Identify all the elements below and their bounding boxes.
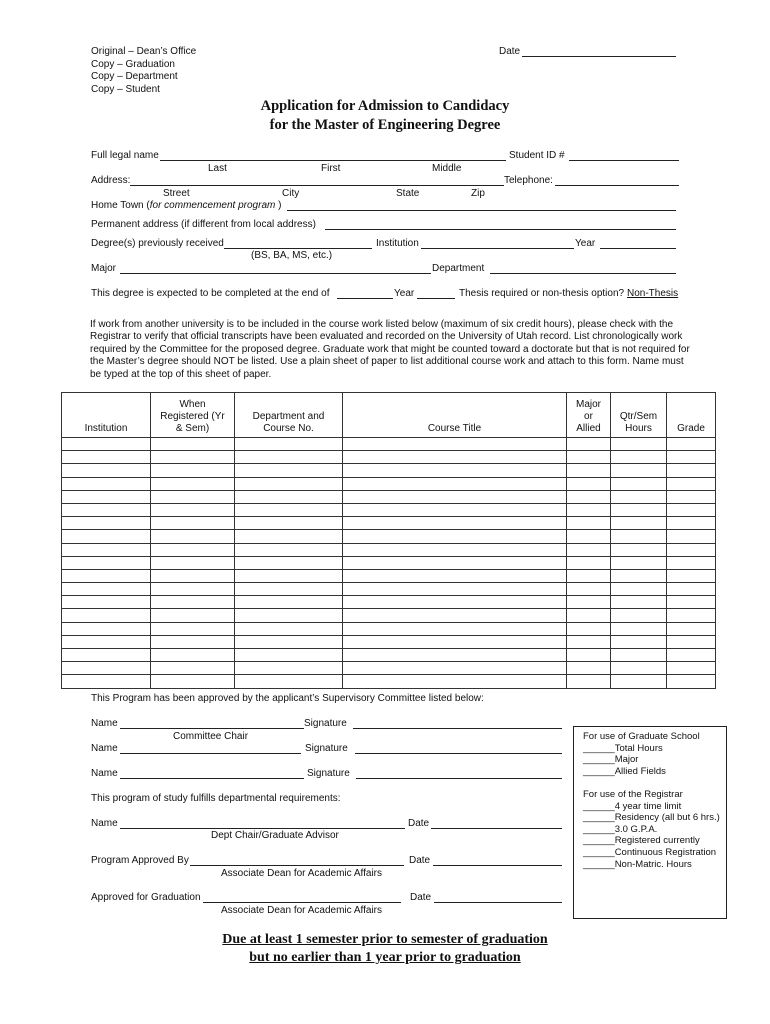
- full-legal-name-field[interactable]: [160, 160, 506, 161]
- registrar-section: [583, 789, 723, 870]
- table-cell[interactable]: [667, 438, 716, 451]
- table-cell[interactable]: [151, 530, 235, 543]
- committee-name-label-1: Name: [91, 718, 118, 729]
- table-cell[interactable]: [62, 596, 151, 609]
- table-row: [62, 477, 716, 490]
- committee-name-field-1[interactable]: [120, 728, 304, 729]
- table-cell[interactable]: [62, 477, 151, 490]
- telephone-label: Telephone:: [504, 175, 553, 186]
- graduate-school-title: For use of Graduate School: [583, 731, 700, 742]
- table-cell[interactable]: [611, 530, 667, 543]
- table-cell[interactable]: [343, 530, 567, 543]
- institution-label: Institution: [376, 238, 419, 249]
- header-grade: Grade: [667, 393, 716, 438]
- time-limit-item[interactable]: ______4 year time limit: [583, 800, 682, 812]
- registrar-title: For use of the Registrar: [583, 789, 683, 800]
- copy-original: Original – Dean’s Office: [91, 46, 197, 57]
- expected-year-field[interactable]: [417, 298, 455, 299]
- table-cell[interactable]: [343, 503, 567, 516]
- table-cell[interactable]: [235, 438, 343, 451]
- table-cell[interactable]: [667, 530, 716, 543]
- table-cell[interactable]: [235, 477, 343, 490]
- table-cell[interactable]: [611, 596, 667, 609]
- table-cell[interactable]: [567, 438, 611, 451]
- program-approved-date-label: Date: [409, 855, 431, 866]
- table-cell[interactable]: [343, 583, 567, 596]
- dept-chair-caption: Dept Chair/Graduate Advisor: [211, 830, 339, 841]
- expected-year-label: Year: [394, 288, 415, 299]
- table-row: [62, 662, 716, 675]
- table-cell[interactable]: [343, 596, 567, 609]
- table-cell[interactable]: [567, 569, 611, 582]
- committee-signature-field-1[interactable]: [353, 728, 562, 729]
- table-row: [62, 675, 716, 688]
- approved-for-graduation-label: Approved for Graduation: [91, 892, 201, 903]
- table-cell[interactable]: [343, 451, 567, 464]
- table-cell[interactable]: [151, 662, 235, 675]
- copy-distribution-list: [91, 46, 196, 96]
- table-cell[interactable]: [235, 622, 343, 635]
- copy-student: Copy – Student: [91, 83, 160, 95]
- table-cell[interactable]: [151, 451, 235, 464]
- table-cell[interactable]: [62, 490, 151, 503]
- zip-caption: Zip: [471, 188, 485, 199]
- city-caption: City: [282, 188, 300, 199]
- table-cell[interactable]: [343, 490, 567, 503]
- committee-signature-label-2: Signature: [305, 743, 348, 754]
- dept-chair-name-field[interactable]: [120, 828, 405, 829]
- committee-signature-label-3: Signature: [307, 768, 350, 779]
- gpa-item[interactable]: ______3.0 G.P.A.: [583, 823, 658, 835]
- departmental-requirements-text: This program of study fulfills departmental requirements:: [91, 793, 341, 804]
- table-cell[interactable]: [151, 596, 235, 609]
- table-cell[interactable]: [667, 583, 716, 596]
- table-row: [62, 503, 716, 516]
- street-caption: Street: [163, 188, 190, 199]
- table-cell[interactable]: [151, 477, 235, 490]
- table-cell[interactable]: [235, 569, 343, 582]
- non-thesis-option[interactable]: Non-Thesis: [627, 288, 679, 299]
- table-cell[interactable]: [235, 530, 343, 543]
- copy-graduation: Copy – Graduation: [91, 58, 175, 70]
- program-approved-by-label: Program Approved By: [91, 855, 189, 866]
- deadline-note-line1: Due at least 1 semester prior to semester of graduation: [222, 932, 548, 947]
- table-cell[interactable]: [343, 543, 567, 556]
- table-cell[interactable]: [151, 517, 235, 530]
- table-cell[interactable]: [235, 675, 343, 688]
- residency-item[interactable]: ______Residency (all but 6 hrs.): [583, 812, 720, 824]
- table-cell[interactable]: [567, 596, 611, 609]
- major-label: Major: [91, 263, 117, 274]
- table-cell[interactable]: [235, 543, 343, 556]
- degree-examples-caption: (BS, BA, MS, etc.): [251, 250, 333, 261]
- table-cell[interactable]: [567, 622, 611, 635]
- table-cell[interactable]: [343, 477, 567, 490]
- total-hours-item[interactable]: ______Total Hours: [583, 742, 663, 754]
- non-matric-hours-item[interactable]: ______Non-Matric. Hours: [583, 858, 692, 870]
- table-cell[interactable]: [567, 675, 611, 688]
- table-cell[interactable]: [567, 503, 611, 516]
- graduation-date-label: Date: [410, 892, 432, 903]
- allied-fields-item[interactable]: ______Allied Fields: [583, 765, 666, 777]
- table-cell[interactable]: [611, 556, 667, 569]
- table-cell[interactable]: [62, 556, 151, 569]
- home-town-label: Home Town (for commencement program ): [91, 200, 282, 211]
- committee-signature-field-3[interactable]: [356, 778, 562, 779]
- table-cell[interactable]: [611, 503, 667, 516]
- table-cell[interactable]: [151, 438, 235, 451]
- table-cell[interactable]: [62, 649, 151, 662]
- table-cell[interactable]: [567, 451, 611, 464]
- table-cell[interactable]: [567, 635, 611, 648]
- registered-currently-item[interactable]: ______Registered currently: [583, 835, 700, 847]
- table-cell[interactable]: [235, 451, 343, 464]
- table-cell[interactable]: [343, 464, 567, 477]
- table-cell[interactable]: [151, 543, 235, 556]
- table-cell[interactable]: [343, 517, 567, 530]
- table-cell[interactable]: [343, 635, 567, 648]
- table-cell[interactable]: [151, 675, 235, 688]
- table-cell[interactable]: [62, 635, 151, 648]
- table-cell[interactable]: [567, 662, 611, 675]
- table-cell[interactable]: [343, 649, 567, 662]
- office-use-box: [573, 726, 727, 919]
- table-cell[interactable]: [667, 477, 716, 490]
- table-cell[interactable]: [343, 556, 567, 569]
- student-id-label: Student ID #: [509, 150, 565, 161]
- committee-name-field-2[interactable]: [120, 753, 301, 754]
- home-town-field[interactable]: [287, 210, 676, 211]
- table-row: [62, 438, 716, 451]
- table-cell[interactable]: [667, 649, 716, 662]
- form-title-line2: for the Master of Engineering Degree: [269, 117, 501, 133]
- year-field[interactable]: [600, 248, 676, 249]
- copy-department: Copy – Department: [91, 71, 178, 82]
- associate-dean-caption-2: Associate Dean for Academic Affairs: [221, 905, 383, 916]
- table-cell[interactable]: [567, 530, 611, 543]
- committee-name-label-2: Name: [91, 743, 118, 754]
- expected-term-field[interactable]: [337, 298, 393, 299]
- table-cell[interactable]: [567, 477, 611, 490]
- table-cell[interactable]: [151, 464, 235, 477]
- table-cell[interactable]: [667, 596, 716, 609]
- table-cell[interactable]: [235, 583, 343, 596]
- major-field[interactable]: [120, 273, 431, 274]
- table-row: [62, 517, 716, 530]
- table-cell[interactable]: [151, 649, 235, 662]
- table-cell[interactable]: [611, 517, 667, 530]
- middle-caption: Middle: [432, 163, 462, 174]
- continuous-registration-item[interactable]: ______Continuous Registration: [583, 846, 717, 858]
- form-title-line1: Application for Admission to Candidacy: [260, 98, 510, 114]
- table-cell[interactable]: [611, 477, 667, 490]
- header-institution: Institution: [62, 393, 151, 438]
- table-cell[interactable]: [611, 438, 667, 451]
- table-cell[interactable]: [235, 464, 343, 477]
- deadline-note-line2: but no earlier than 1 year prior to graduation: [249, 950, 521, 965]
- department-label: Department: [432, 263, 485, 274]
- table-cell[interactable]: [611, 675, 667, 688]
- table-cell[interactable]: [62, 451, 151, 464]
- table-cell[interactable]: [235, 556, 343, 569]
- table-cell[interactable]: [343, 622, 567, 635]
- table-cell[interactable]: [667, 517, 716, 530]
- table-cell[interactable]: [611, 649, 667, 662]
- table-cell[interactable]: [151, 609, 235, 622]
- table-row: [62, 543, 716, 556]
- table-cell[interactable]: [151, 556, 235, 569]
- table-cell[interactable]: [667, 503, 716, 516]
- header-when-registered: When Registered (Yr & Sem): [151, 393, 235, 438]
- table-cell[interactable]: [62, 543, 151, 556]
- address-label: Address:: [91, 175, 131, 186]
- expected-completion-label: This degree is expected to be completed at the end of: [91, 288, 330, 299]
- table-cell[interactable]: [235, 662, 343, 675]
- table-cell[interactable]: [667, 464, 716, 477]
- table-cell[interactable]: [62, 503, 151, 516]
- table-cell[interactable]: [62, 662, 151, 675]
- program-approved-by-field[interactable]: [190, 865, 404, 866]
- state-caption: State: [396, 188, 420, 199]
- graduate-school-section: [583, 731, 723, 777]
- department-field[interactable]: [490, 273, 676, 274]
- table-cell[interactable]: [151, 583, 235, 596]
- table-cell[interactable]: [667, 675, 716, 688]
- table-cell[interactable]: [235, 596, 343, 609]
- table-cell[interactable]: [343, 675, 567, 688]
- table-cell[interactable]: [62, 530, 151, 543]
- table-cell[interactable]: [667, 556, 716, 569]
- table-cell[interactable]: [343, 438, 567, 451]
- table-cell[interactable]: [611, 583, 667, 596]
- table-cell[interactable]: [151, 503, 235, 516]
- table-row: [62, 649, 716, 662]
- date-field[interactable]: [522, 56, 676, 57]
- table-cell[interactable]: [235, 503, 343, 516]
- table-cell[interactable]: [235, 609, 343, 622]
- table-cell[interactable]: [62, 569, 151, 582]
- date-label: Date: [499, 46, 521, 57]
- table-row: [62, 464, 716, 477]
- table-row: [62, 622, 716, 635]
- table-row: [62, 451, 716, 464]
- year-label: Year: [575, 238, 596, 249]
- table-cell[interactable]: [151, 490, 235, 503]
- committee-signature-field-2[interactable]: [355, 753, 562, 754]
- table-cell[interactable]: [62, 464, 151, 477]
- committee-chair-caption: Committee Chair: [173, 731, 249, 742]
- table-cell[interactable]: [567, 583, 611, 596]
- table-cell[interactable]: [343, 662, 567, 675]
- table-cell[interactable]: [62, 622, 151, 635]
- table-row: [62, 596, 716, 609]
- table-cell[interactable]: [567, 609, 611, 622]
- table-cell[interactable]: [667, 451, 716, 464]
- table-cell[interactable]: [235, 635, 343, 648]
- last-caption: Last: [208, 163, 227, 174]
- approved-for-graduation-field[interactable]: [203, 902, 401, 903]
- degrees-field[interactable]: [224, 248, 372, 249]
- dept-chair-name-label: Name: [91, 818, 118, 829]
- table-cell[interactable]: [567, 490, 611, 503]
- student-id-field[interactable]: [569, 160, 679, 161]
- table-cell[interactable]: [235, 490, 343, 503]
- table-header-row: [62, 393, 716, 438]
- table-cell[interactable]: [667, 635, 716, 648]
- address-field[interactable]: [130, 185, 504, 186]
- program-approved-date-field[interactable]: [433, 865, 562, 866]
- table-cell[interactable]: [611, 490, 667, 503]
- header-course-title: Course Title: [343, 393, 567, 438]
- table-cell[interactable]: [235, 517, 343, 530]
- header-qtr-sem-hours: Qtr/Sem Hours: [611, 393, 667, 438]
- table-cell[interactable]: [151, 569, 235, 582]
- table-cell[interactable]: [62, 583, 151, 596]
- table-cell[interactable]: [667, 662, 716, 675]
- table-cell[interactable]: [567, 517, 611, 530]
- table-cell[interactable]: [151, 635, 235, 648]
- committee-name-field-3[interactable]: [120, 778, 304, 779]
- table-cell[interactable]: [62, 438, 151, 451]
- institution-field[interactable]: [421, 248, 574, 249]
- table-cell[interactable]: [611, 464, 667, 477]
- table-cell[interactable]: [567, 464, 611, 477]
- table-cell[interactable]: [667, 569, 716, 582]
- permanent-address-label: Permanent address (if different from local address): [91, 219, 316, 230]
- table-cell[interactable]: [235, 649, 343, 662]
- table-cell[interactable]: [611, 662, 667, 675]
- table-cell[interactable]: [567, 556, 611, 569]
- table-row: [62, 609, 716, 622]
- header-department-course: Department and Course No.: [235, 393, 343, 438]
- permanent-address-field[interactable]: [325, 229, 676, 230]
- degrees-label: Degree(s) previously received: [91, 238, 224, 249]
- committee-name-label-3: Name: [91, 768, 118, 779]
- table-cell[interactable]: [611, 543, 667, 556]
- table-row: [62, 530, 716, 543]
- dept-chair-date-field[interactable]: [431, 828, 562, 829]
- table-row: [62, 490, 716, 503]
- table-cell[interactable]: [667, 490, 716, 503]
- table-cell[interactable]: [151, 622, 235, 635]
- telephone-field[interactable]: [555, 185, 679, 186]
- committee-signature-label-1: Signature: [304, 718, 347, 729]
- approval-intro-text: This Program has been approved by the applicant’s Supervisory Committee listed below:: [91, 693, 484, 704]
- major-item[interactable]: ______Major: [583, 754, 639, 766]
- full-legal-name-label: Full legal name: [91, 150, 159, 161]
- thesis-question-label: Thesis required or non-thesis option?: [459, 288, 625, 299]
- table-cell[interactable]: [667, 622, 716, 635]
- table-cell[interactable]: [62, 675, 151, 688]
- associate-dean-caption-1: Associate Dean for Academic Affairs: [221, 868, 383, 879]
- graduation-date-field[interactable]: [434, 902, 562, 903]
- table-cell[interactable]: [611, 622, 667, 635]
- table-row: [62, 635, 716, 648]
- table-cell[interactable]: [611, 569, 667, 582]
- header-major-allied: Major or Allied: [567, 393, 611, 438]
- instructions-paragraph: If work from another university is to be included in the course work listed below (maximum of six credit hours), please check with the Registrar to verify that official transcripts have been evaluated and recorded on the University of Utah record. List chronologically work required by the Committee for the proposed degree. Graduate work that might be counted toward a doctorate but that is not required for the Master’s degree should NOT be listed. Use a plain sheet of paper to list additional course work and attach to this form. Name must be typed at the top of this sheet of paper.: [90, 319, 690, 380]
- table-cell[interactable]: [667, 543, 716, 556]
- table-row: [62, 556, 716, 569]
- table-cell[interactable]: [62, 609, 151, 622]
- table-cell[interactable]: [567, 543, 611, 556]
- table-cell[interactable]: [567, 649, 611, 662]
- table-cell[interactable]: [611, 451, 667, 464]
- table-cell[interactable]: [667, 609, 716, 622]
- table-cell[interactable]: [611, 609, 667, 622]
- course-work-table: [61, 392, 716, 689]
- table-cell[interactable]: [343, 609, 567, 622]
- table-cell[interactable]: [62, 517, 151, 530]
- table-row: [62, 583, 716, 596]
- dept-chair-date-label: Date: [408, 818, 430, 829]
- table-row: [62, 569, 716, 582]
- table-cell[interactable]: [611, 635, 667, 648]
- table-cell[interactable]: [343, 569, 567, 582]
- first-caption: First: [321, 163, 341, 174]
